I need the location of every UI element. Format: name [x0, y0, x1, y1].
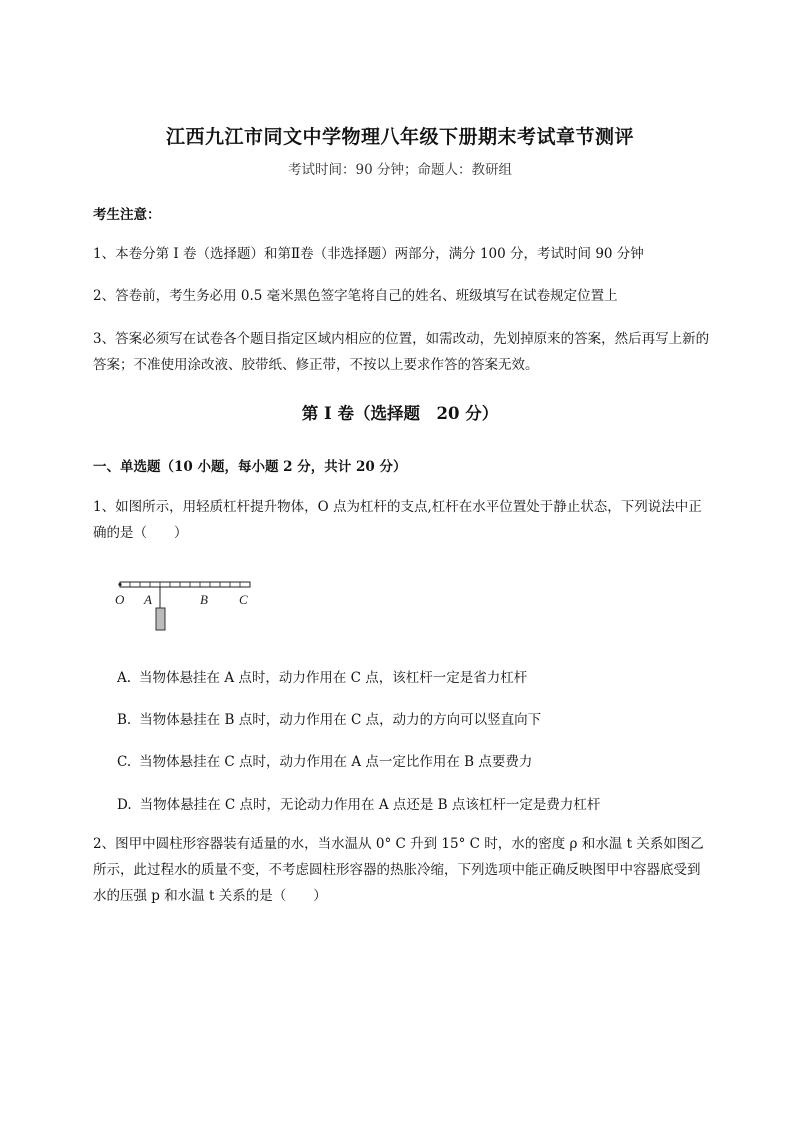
- label-c: C: [239, 592, 248, 607]
- question-2-stem: 2、图甲中圆柱形容器装有适量的水，当水温从 0° C 升到 15° C 时，水的密度 ρ 和水温 t 关系如图乙所示，此过程水的质量不变，不考虑圆柱形容器的热胀冷缩，下列选项中能正确反映图甲中容器底受到水的压强 p 和水温 t 关系的是（ ）: [93, 836, 704, 904]
- part-heading: 一、单选题（10 小题，每小题 2 分，共计 20 分）: [93, 459, 407, 475]
- label-o: O: [115, 592, 125, 607]
- option-text: 当物体悬挂在 C 点时，动力作用在 A 点一定比作用在 B 点要费力: [139, 754, 533, 770]
- notice-item-3: 3、答案必须写在试卷各个题目指定区域内相应的位置，如需改动，先划掉原来的答案，然后再写上新的答案；不准使用涂改液、胶带纸、修正带，不按以上要求作答的答案无效。: [93, 331, 710, 373]
- notice-item-1: 1、本卷分第 I 卷（选择题）和第Ⅱ卷（非选择题）两部分，满分 100 分，考试时间 90 分钟: [93, 246, 644, 262]
- option-letter: B.: [117, 712, 132, 728]
- notice-item-2: 2、答卷前，考生务必用 0.5 毫米黑色签字笔将自己的姓名、班级填写在试卷规定位置上: [93, 288, 618, 304]
- option-text: 当物体悬挂在 C 点时，无论动力作用在 A 点还是 B 点该杠杆一定是费力杠杆: [139, 797, 601, 813]
- page-title: 江西九江市同文中学物理八年级下册期末考试章节测评: [165, 126, 634, 148]
- option-a: [117, 666, 527, 686]
- exam-info: 考试时间：90 分钟；命题人：教研组: [288, 162, 512, 178]
- option-letter: C.: [117, 754, 132, 770]
- option-letter: D.: [117, 797, 132, 813]
- option-d: [117, 793, 600, 813]
- question-1-stem: 1、如图所示，用轻质杠杆提升物体，O 点为杠杆的支点,杠杆在水平位置处于静止状态，下列说法中正确的是（ ）: [93, 499, 702, 541]
- lever-figure: [112, 578, 257, 638]
- hanging-weight: [156, 608, 165, 630]
- option-c: [117, 750, 532, 770]
- label-a: A: [144, 592, 152, 607]
- option-text: 当物体悬挂在 B 点时，动力作用在 C 点，动力的方向可以竖直向下: [139, 712, 542, 728]
- section-title: 第 I 卷（选择题 20 分）: [301, 404, 499, 423]
- option-letter: A.: [117, 670, 132, 686]
- option-text: 当物体悬挂在 A 点时，动力作用在 C 点，该杠杆一定是省力杠杆: [139, 670, 528, 686]
- notice-heading: 考生注意：: [93, 207, 161, 223]
- lever-bar: [120, 582, 250, 587]
- option-b: [117, 708, 541, 728]
- label-b: B: [200, 592, 208, 607]
- pivot-point: [118, 583, 121, 586]
